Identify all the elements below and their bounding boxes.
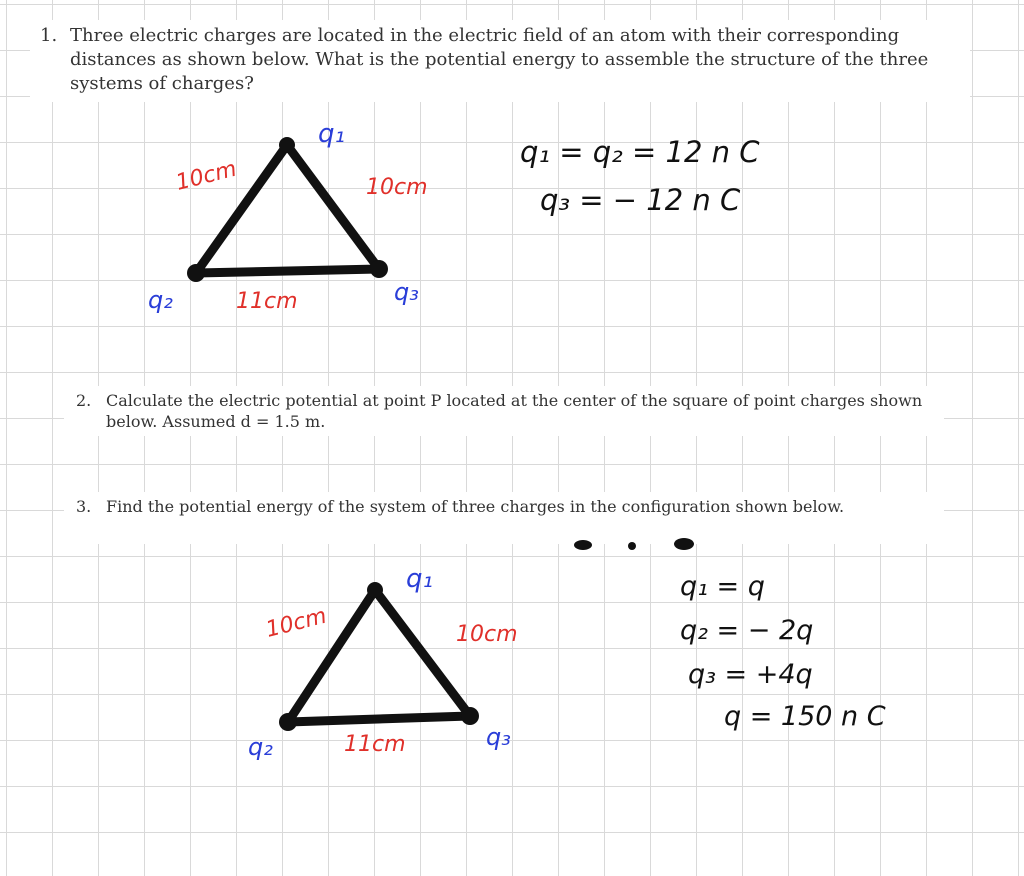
question-1-text: Three electric charges are located in the electric field of an atom with their corresponding distances as shown below. What is the potential energy to assemble the structure of the three systems of charges?: [70, 25, 929, 94]
question-2-number: 2.: [76, 391, 92, 410]
value-line-2: q₃ = − 12 n C: [540, 183, 741, 217]
question-3-number: 3.: [76, 497, 92, 516]
question-2: [64, 386, 944, 436]
vertex-q2-dot: [187, 264, 205, 282]
question-3: [64, 492, 944, 544]
vertex3-q3-dot: [461, 707, 479, 725]
side3-bottom-label: 11cm: [344, 732, 406, 757]
vertex-q3-dot: [370, 260, 388, 278]
question-3-text: Find the potential energy of the system of three charges in the configuration shown below.: [106, 497, 845, 516]
label3-q3: q₃: [486, 723, 511, 751]
value3-line-2: q₂ = − 2q: [680, 615, 814, 646]
diagram-3-values: [676, 565, 916, 745]
label-q3: q₃: [394, 278, 419, 306]
value3-line-4: q = 150 n C: [724, 701, 886, 732]
cropped-figure-marks: [570, 536, 700, 552]
side3-right-label: 10cm: [456, 622, 518, 647]
vertex-q1-dot: [279, 137, 295, 153]
side-bottom-label: 11cm: [236, 289, 298, 314]
side3-left-label: 10cm: [263, 603, 330, 643]
diagram-1-values: [520, 130, 800, 220]
value3-line-3: q₃ = +4q: [688, 659, 813, 690]
label-q2: q₂: [148, 286, 173, 314]
question-2-text: Calculate the electric potential at point P located at the center of the square of point charges shown below. Assumed d = 1.5 m.: [106, 391, 923, 432]
value-line-1: q₁ = q₂ = 12 n C: [520, 135, 760, 169]
label3-q2: q₂: [248, 733, 273, 761]
value3-line-1: q₁ = q: [680, 571, 765, 602]
question-1-number: 1.: [40, 25, 58, 46]
vertex3-q2-dot: [279, 713, 297, 731]
side-left-label: 10cm: [173, 156, 240, 196]
label3-q1: q₁: [406, 564, 433, 594]
side-right-label: 10cm: [366, 175, 428, 200]
vertex3-q1-dot: [367, 582, 383, 598]
question-1: [30, 20, 970, 102]
triangle-diagram-1: [140, 110, 460, 330]
label-q1: q₁: [318, 119, 345, 149]
triangle-diagram-3: [240, 555, 560, 775]
